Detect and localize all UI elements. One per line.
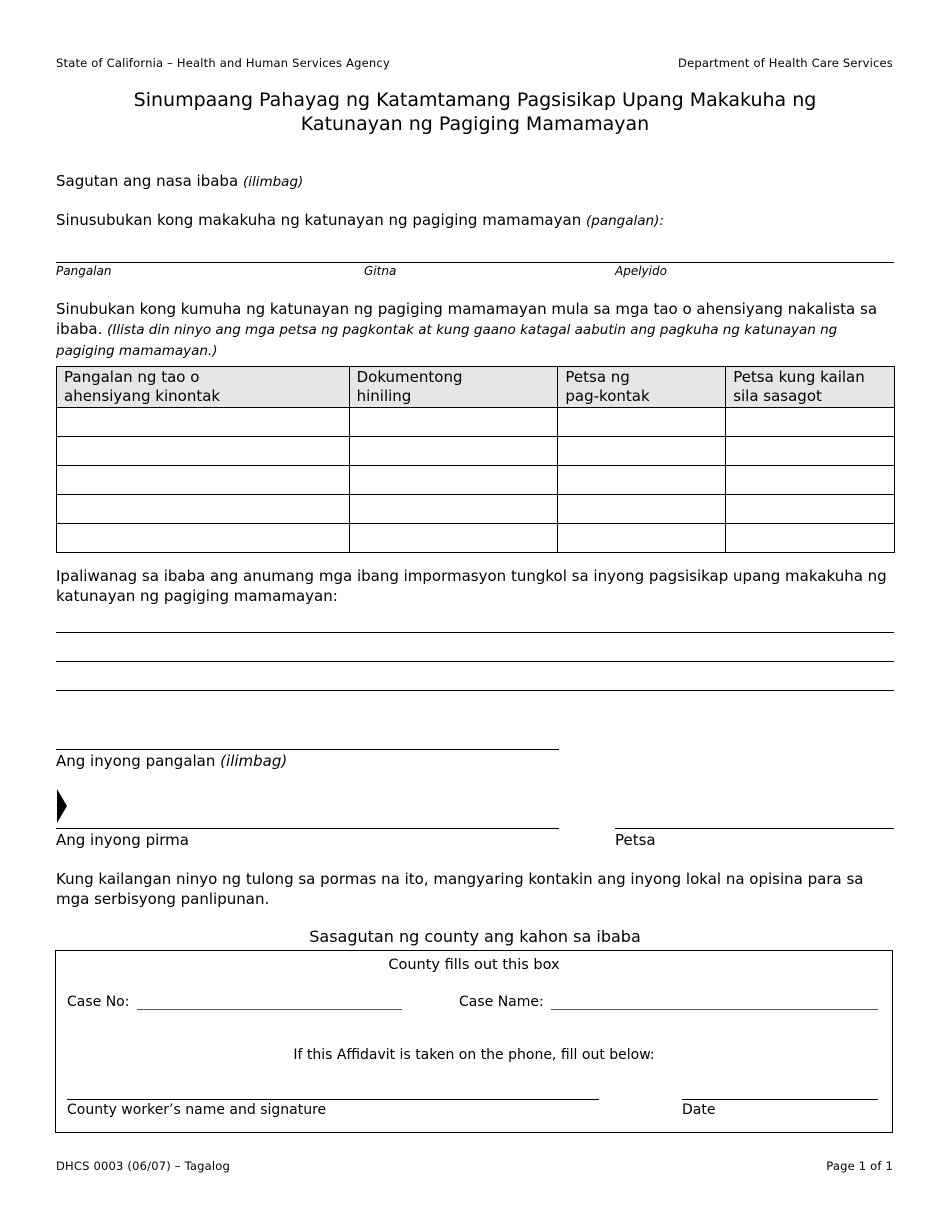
header-contact-name <box>57 367 350 408</box>
header-response-date-line2: sila sasagot <box>733 387 822 405</box>
phone-note: If this Affidavit is taken on the phone, fill out below: <box>293 1047 655 1063</box>
explain-line-1[interactable] <box>56 632 894 633</box>
your-name-line[interactable] <box>56 749 559 750</box>
table-cell[interactable] <box>349 524 558 553</box>
header-contact-date-line1: Petsa ng <box>565 368 630 386</box>
table-cell[interactable] <box>558 495 726 524</box>
case-no-label: Case No: <box>67 994 130 1010</box>
table-cell[interactable] <box>57 524 350 553</box>
header-document-line1: Dokumentong <box>356 368 463 386</box>
help-text: Kung kailangan ninyo ng tulong sa pormas na ito, mangyaring kontakin ang inyong lokal na opisina para sa mga serbisyong panlipunan. <box>56 870 864 908</box>
agency-header: State of California – Health and Human Services Agency <box>56 56 390 70</box>
signature-date-label: Petsa <box>615 831 656 849</box>
header-contact-date <box>558 367 726 408</box>
middle-name-label: Gitna <box>364 264 397 278</box>
your-name-label-note: (ilimbag) <box>220 752 288 770</box>
header-contact-date-line2: pag-kontak <box>565 387 650 405</box>
page-number: Page 1 of 1 <box>826 1159 893 1173</box>
contacts-table <box>56 366 895 553</box>
print-instruction <box>56 171 303 192</box>
table-row <box>57 466 895 495</box>
your-name-label-text: Ang inyong pangalan <box>56 752 216 770</box>
header-response-date-line1: Petsa kung kailan <box>733 368 865 386</box>
contacts-intro <box>56 299 896 361</box>
worker-date-line[interactable] <box>682 1099 878 1100</box>
contacts-intro-note: (Ilista din ninyo ang mga petsa ng pagkontak at kung gaano katagal aabutin ang pagkuha ng katunayan ng pagiging mamamayan.) <box>56 322 838 359</box>
print-instruction-note: (ilimbag) <box>242 174 304 190</box>
your-name-label <box>56 751 287 771</box>
table-cell[interactable] <box>726 524 895 553</box>
first-name-label: Pangalan <box>56 264 112 278</box>
header-document <box>349 367 558 408</box>
name-prompt <box>56 210 664 231</box>
header-document-line2: hiniling <box>356 387 412 405</box>
signature-label: Ang inyong pirma <box>56 831 189 849</box>
contacts-intro-text: Sinubukan kong kumuha ng katunayan ng pagiging mamamayan mula sa mga tao o ahensiyang nakalista sa ibaba. <box>56 300 878 338</box>
form-id: DHCS 0003 (06/07) – Tagalog <box>56 1159 231 1173</box>
table-cell[interactable] <box>558 408 726 437</box>
county-heading: Sasagutan ng county ang kahon sa ibaba <box>309 927 641 946</box>
table-cell[interactable] <box>349 437 558 466</box>
worker-date-label: Date <box>682 1102 716 1118</box>
header-contact-name-line1: Pangalan ng tao o <box>64 368 200 386</box>
title-line-2: Katunayan ng Pagiging Mamamayan <box>300 113 650 135</box>
table-cell[interactable] <box>349 495 558 524</box>
explain-prompt: Ipaliwanag sa ibaba ang anumang mga ibang impormasyon tungkol sa inyong pagsisikap upang makakuha ng katunayan ng pagiging mamamayan: <box>56 567 887 605</box>
case-name-label: Case Name: <box>459 994 544 1010</box>
signature-line[interactable] <box>56 828 559 829</box>
table-cell[interactable] <box>349 466 558 495</box>
explain-line-3[interactable] <box>56 690 894 691</box>
explain-line-2[interactable] <box>56 661 894 662</box>
case-name-field[interactable] <box>551 1009 878 1010</box>
table-cell[interactable] <box>726 466 895 495</box>
table-cell[interactable] <box>726 495 895 524</box>
table-row <box>57 495 895 524</box>
title-line-1: Sinumpaang Pahayag ng Katamtamang Pagsisikap Upang Makakuha ng <box>133 89 817 111</box>
table-cell[interactable] <box>349 408 558 437</box>
table-row <box>57 524 895 553</box>
worker-signature-line[interactable] <box>67 1099 599 1100</box>
name-prompt-note: (pangalan): <box>585 213 664 229</box>
header-response-date <box>726 367 895 408</box>
table-cell[interactable] <box>726 408 895 437</box>
sign-here-arrow-icon <box>57 789 67 823</box>
table-row <box>57 437 895 466</box>
worker-signature-label: County worker’s name and signature <box>67 1102 327 1118</box>
page-title <box>0 88 950 136</box>
header-contact-name-line2: ahensiyang kinontak <box>64 387 221 405</box>
table-cell[interactable] <box>558 466 726 495</box>
table-cell[interactable] <box>57 437 350 466</box>
table-row <box>57 408 895 437</box>
county-box-title: County fills out this box <box>388 957 560 973</box>
table-cell[interactable] <box>57 495 350 524</box>
table-cell[interactable] <box>57 408 350 437</box>
applicant-name-line[interactable] <box>56 262 894 263</box>
county-box <box>55 950 893 1133</box>
table-cell[interactable] <box>558 437 726 466</box>
last-name-label: Apelyido <box>615 264 667 278</box>
case-no-field[interactable] <box>137 1009 402 1010</box>
contacts-table-header <box>57 367 895 408</box>
department-header: Department of Health Care Services <box>678 56 893 70</box>
signature-date-line[interactable] <box>615 828 894 829</box>
table-cell[interactable] <box>57 466 350 495</box>
table-cell[interactable] <box>726 437 895 466</box>
name-prompt-text: Sinusubukan kong makakuha ng katunayan ng pagiging mamamayan <box>56 211 582 229</box>
table-cell[interactable] <box>558 524 726 553</box>
print-instruction-text: Sagutan ang nasa ibaba <box>56 172 239 190</box>
